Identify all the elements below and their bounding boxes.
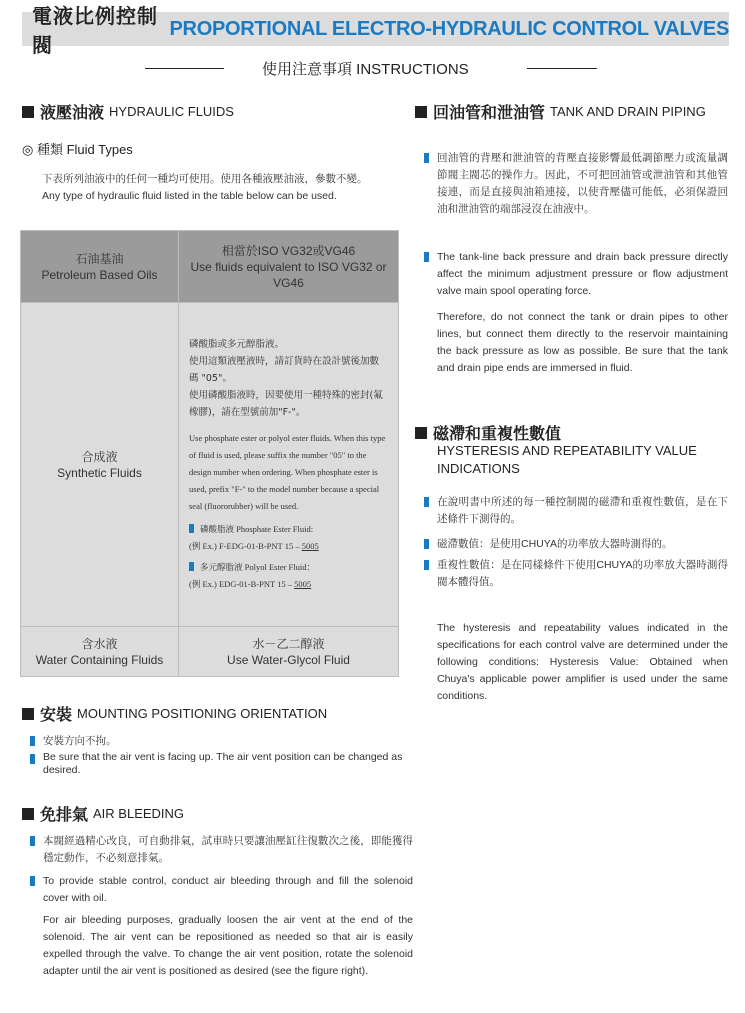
tank-bullet-1: 回油管的背壓和泄油管的背壓直接影響最低調節壓力或流量調節閥主閥芯的操作力。因此，不可把回油管或泄油管和其他管接連，而是直接與油箱連接，以使背壓儘可能低，必須保證回油和泄油管的端部浸沒在油液中。 xyxy=(424,150,728,218)
hysteresis-bullet-3: 重複性數值：是在同樣條件下使用CHUYA的功率放大器時測得閥本體得值。 xyxy=(424,557,728,591)
fluid-types-desc-zh: 下表所列油液中的任何一種均可使用。使用各種液壓油液，參數不變。 xyxy=(42,173,368,185)
section-title-zh: 回油管和泄油管 xyxy=(433,105,546,122)
square-bullet-icon xyxy=(415,106,427,118)
section-hydraulic-fluids xyxy=(22,100,234,123)
hysteresis-bullet-1: 在說明書中所述的每一種控制閥的磁滯和重複性數值，是在下述條件下測得的。 xyxy=(424,494,728,528)
fluid-types-desc-en: Any type of hydraulic fluid listed in the table below can be used. xyxy=(42,190,337,202)
air-paragraph: For air bleeding purposes, gradually loosen the air vent at the end of the solenoid. The air vent can be repositioned as needed so that air is easily expelled through the valve. To change the air vent position, rotate the solenoid adapter until the air vent is positioned as desired (see the figure right). xyxy=(43,914,413,977)
square-bullet-icon xyxy=(415,427,427,439)
tank-bullet-2: The tank-line back pressure and drain back pressure directly affect the minimum adjustment pressure or flow adjustment valve main spool operating force. xyxy=(424,249,728,300)
section-title-zh: 磁滯和重複性數值 xyxy=(433,426,562,443)
mounting-bullet-1: 安裝方向不拘。 xyxy=(30,733,412,750)
fluid-types-subtitle: ◎ 種類 Fluid Types xyxy=(22,142,133,157)
square-bullet-icon xyxy=(22,808,34,820)
table-row xyxy=(21,627,399,677)
section-mounting xyxy=(22,702,327,725)
section-title-zh: 安裝 xyxy=(40,707,73,724)
hysteresis-bullet-2: 磁滯數值：是使用CHUYA的功率放大器時測得的。 xyxy=(424,536,728,553)
section-tank-drain xyxy=(415,100,706,123)
header-bar xyxy=(22,6,729,57)
water-desc-cell: 水－乙二醇液 Use Water-Glycol Fluid xyxy=(179,627,399,677)
bullet-icon xyxy=(424,539,429,549)
synthetic-notes: 磷酸脂或多元醇脂液。 使用這類液壓液時，請訂貨時在設計號後加數碼 "05"。 使用磷酸脂液時，因要使用一種特殊的密封(氟橡膠)，請在型號前加"F-"。 Use phosphate ester or polyol ester fluids. When this type of fluid is used, please suffix the number "05" to the design number when ordering. When phosphate ester is used, prefix "F-" to the model number because a special seal (fluororubber) will be used. 磷酸脂液 Phosphate Ester Fluid: (例 Ex.) F-EDG-01-B-PNT 15 – 5005 多元醇脂液 Polyol Ester Fluid： (例 Ex.) EDG-01-B-PNT 15 – 5005 xyxy=(189,339,386,589)
section-title-en: MOUNTING POSITIONING ORIENTATION xyxy=(77,706,328,721)
bullet-icon xyxy=(30,736,35,746)
header-title-zh: 電液比例控制閥 xyxy=(32,6,158,57)
header-title-en: PROPORTIONAL ELECTRO-HYDRAULIC CONTROL VALVES xyxy=(169,17,729,40)
section-title-en: HYDRAULIC FLUIDS xyxy=(109,104,234,119)
section-air-bleeding xyxy=(22,802,184,825)
section-title-zh: 免排氣 xyxy=(40,807,89,824)
bullet-icon xyxy=(424,252,429,262)
section-title-zh: 液壓油液 xyxy=(40,105,105,122)
air-bullet-1: 本閥經過精心改良，可自動排氣，試車時只要讓油壓缸往復數次之後，即能獲得穩定動作，不必刻意排氣。 xyxy=(30,833,413,867)
instructions-title: 使用注意事項 INSTRUCTIONS xyxy=(262,61,469,78)
tank-paragraph: Therefore, do not connect the tank or drain pipes to other lines, but connect them directly to the reservoir maintaining the back pressure as low as possible. Be sure that the tank and drain pipe ends are immersed in fluid. xyxy=(437,311,728,374)
square-bullet-icon xyxy=(22,106,34,118)
bullet-icon xyxy=(189,562,194,571)
table-row xyxy=(21,303,399,627)
petroleum-label-cell: 石油基油 Petroleum Based Oils xyxy=(21,231,179,303)
table-row xyxy=(21,231,399,303)
bullet-icon xyxy=(424,560,429,570)
synthetic-label-cell: 合成液 Synthetic Fluids xyxy=(21,303,179,627)
petroleum-desc-cell: 相當於ISO VG32或VG46 Use fluids equivalent to ISO VG32 or VG46 xyxy=(179,231,399,303)
hysteresis-paragraph: The hysteresis and repeatability values indicated in the specifications for each control valve are determined under the following conditions: Hysteresis Value: Obtained when Chuya's applicable power amplifier is used under the same conditions. xyxy=(437,622,728,702)
section-title-en: HYSTERESIS AND REPEATABILITY VALUE INDICATIONS xyxy=(437,443,697,476)
synthetic-desc-cell xyxy=(179,303,399,627)
water-label-cell: 含水液 Water Containing Fluids xyxy=(21,627,179,677)
section-title-en: AIR BLEEDING xyxy=(93,806,185,821)
instructions-divider-right xyxy=(527,68,597,69)
fluid-table-wrapper xyxy=(20,230,399,677)
bullet-icon xyxy=(189,524,194,533)
mounting-bullet-2: Be sure that the air vent is facing up. The air vent position can be changed as desired. xyxy=(30,751,412,777)
instructions-divider-left xyxy=(145,68,224,69)
air-bullet-2: To provide stable control, conduct air bleeding through and fill the solenoid cover with oil. xyxy=(30,873,413,907)
bullet-icon xyxy=(30,836,35,846)
section-title-en: TANK AND DRAIN PIPING xyxy=(550,104,706,119)
section-hysteresis xyxy=(415,421,566,444)
bullet-icon xyxy=(30,754,35,764)
bullet-icon xyxy=(30,876,35,886)
bullet-icon xyxy=(424,153,429,163)
square-bullet-icon xyxy=(22,708,34,720)
bullet-icon xyxy=(424,497,429,507)
fluid-table xyxy=(20,230,399,677)
